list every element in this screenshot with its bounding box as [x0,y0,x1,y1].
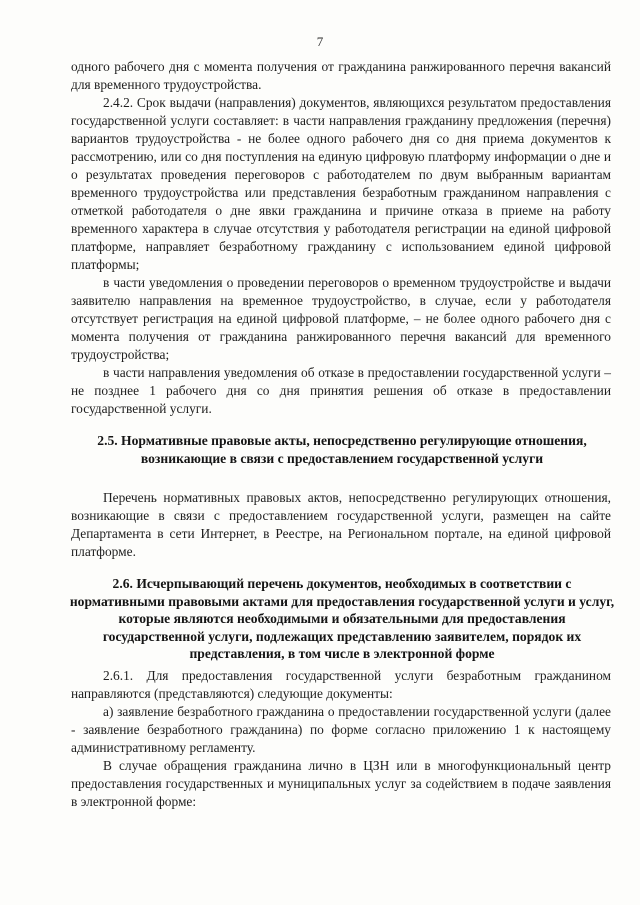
section-2-4-text [71,58,611,418]
section-heading-2-6: 2.6. Исчерпывающий перечень документов, необходимых в соответствии с нормативными правовыми актами для предоставления государственной услуги и услуг, которые являются необходимыми и обязательными для предоставления государственной услуги, подлежащих представлению заявителем, порядок их представления, в том числе в электронной форме [69,576,615,662]
paragraph: а) заявление безработного гражданина о предоставлении государственной услуги (далее - заявление безработного гражданина) по форме согласно приложению 1 к настоящему административному регламенту. [71,704,611,755]
section-2-6-text [71,667,611,811]
paragraph: одного рабочего дня с момента получения от гражданина ранжированного перечня вакансий для временного трудоустройства. [71,59,611,92]
paragraph: Перечень нормативных правовых актов, непосредственно регулирующих отношения, возникающие в связи с предоставлением государственной услуги, размещен на сайте Департамента в сети Интернет, в Реестре, на Региональном портале, на единой цифровой платформе. [71,490,611,559]
paragraph: в части уведомления о проведении переговоров о временном трудоустройстве и выдачи заявителю направления на временное трудоустройство, в случае, если у работодателя отсутствует регистрация на единой цифровой платформе, – не более одного рабочего дня с момента получения от гражданина ранжированного перечня вакансий для временного трудоустройства; [71,275,611,362]
page-number: 7 [316,34,324,49]
section-2-5-text [71,489,611,561]
paragraph: 2.6.1. Для предоставления государственной услуги безработным гражданином направляются (представляются) следующие документы: [71,668,611,701]
paragraph: в части направления уведомления об отказе в предоставлении государственной услуги – не позднее 1 рабочего дня со дня принятия решения об отказе в предоставлении государственной услуги. [71,365,611,416]
paragraph: В случае обращения гражданина лично в ЦЗН или в многофункциональный центр предоставления государственных и муниципальных услуг за содействием в подаче заявления в электронной форме: [71,758,611,809]
section-heading-2-5: 2.5. Нормативные правовые акты, непосредственно регулирующие отношения, возникающие в связи с предоставлением государственной услуги [97,433,587,466]
paragraph: 2.4.2. Срок выдачи (направления) документов, являющихся результатом предоставления государственной услуги составляет: в части направления гражданину предложения (перечня) вариантов трудоустройства - не более одного рабочего дня со дня приема документов к рассмотрению, или со дня поступления на единую цифровую платформу информации о дне и о результатах проведения переговоров с работодателем по двум выбранным вариантам временного трудоустройства или представления безработным гражданином направления с отметкой работодателя о дне явки гражданина и причине отказа в приеме на работу временного характера в случае отсутствия у работодателя регистрации на единой цифровой платформе, направляет безработному гражданину с использованием единой цифровой платформы; [71,95,611,272]
